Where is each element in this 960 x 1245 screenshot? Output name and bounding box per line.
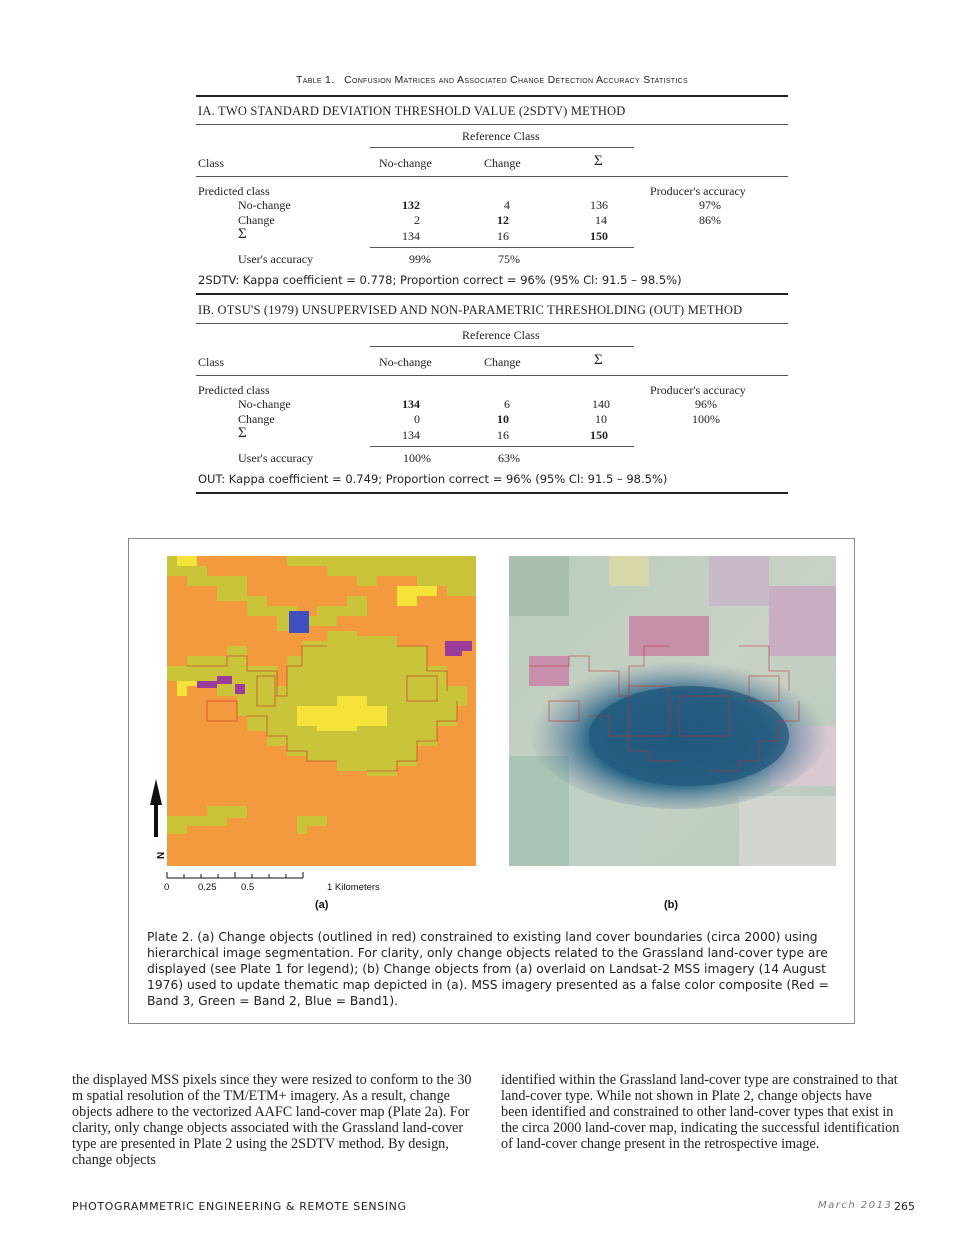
panel-ib-cell: 140 — [592, 397, 610, 411]
panel-ia-col-class: Class — [198, 156, 225, 170]
panel-ib-col-class: Class — [198, 355, 225, 369]
panel-ib-row-label: Σ — [238, 425, 247, 441]
panel-b-label: (b) — [664, 899, 679, 911]
panel-ib-producers-accuracy: Producer's accuracy — [650, 383, 746, 397]
panel-ia-cell: 12 — [497, 213, 509, 227]
panel-ib-ua-nochange: 100% — [403, 451, 431, 465]
panel-ib-col-sum: Σ — [594, 352, 603, 368]
panel-ia-note: 2SDTV: Kappa coefficient = 0.778; Proportion correct = 96% (95% Cl: 91.5 – 98.5%) — [198, 273, 682, 287]
panel-ia-cell: 14 — [595, 213, 607, 227]
table-top-rule — [196, 95, 788, 97]
panel-ia-col-nochange: No-change — [379, 156, 432, 170]
panel-ia-cell: 4 — [504, 198, 510, 212]
panel-ia-row-label: Change — [238, 213, 275, 227]
scale-label: 1 Kilometers — [327, 882, 380, 893]
plate-2-figure — [128, 538, 855, 1024]
scale-bar-ticks — [157, 870, 387, 882]
mss-imagery-svg — [509, 556, 836, 866]
scale-bar — [157, 869, 387, 899]
panel-ib-reference-class: Reference Class — [462, 328, 540, 342]
plate-caption: Plate 2. (a) Change objects (outlined in red) constrained to existing land cover boundaries (circa 2000) using hierarchical image segmentation. For clarity, only change objects related to the Grassland land-cover type are displayed (see Plate 1 for legend); (b) Change objects from (a) overlaid on Landsat-2 MSS imagery (14 August 1976) used to update thematic map depicted in (a). MSS imagery presented as a false color composite (Red = Band 3, Green = Band 2, Blue = Band1). — [147, 930, 829, 1008]
panel-ia-header-rule — [196, 176, 788, 177]
table-label: Table 1. — [296, 74, 335, 86]
journal-name: PHOTOGRAMMETRIC ENGINEERING & REMOTE SENSING — [72, 1200, 407, 1213]
panel-ia-cell: 150 — [590, 229, 608, 243]
plate-2b-mss-imagery — [509, 556, 836, 866]
body-left-column: the displayed MSS pixels since they were resized to conform to the 30 m spatial resolution of the TM/ETM+ imagery. As a result, change objects adhere to the vectorized AAFC land-cover map (Plate 2a). For clarity, only change objects associated with the Grassland land-cover type are presented in Plate 2 using the 2SDTV method. By design, change objects — [72, 1072, 472, 1168]
water-patch — [289, 611, 309, 633]
scale-label: 0.5 — [241, 882, 255, 893]
page-number: 265 — [894, 1200, 915, 1213]
body-right-column: identified within the Grassland land-cover type are constrained to that land-cover type. While not shown in Plate 2, change objects have been identified and constrained to other land-cover types that exist in the circa 2000 land-cover map, indicating the successful identification of land-cover change present in the retrospective image. — [501, 1072, 900, 1152]
panel-ib-users-accuracy: User's accuracy — [238, 451, 314, 465]
panel-ia-title-rule — [196, 124, 788, 125]
panel-ia-col-change: Change — [484, 156, 521, 170]
panel-ib-producers-value: 96% — [695, 397, 717, 411]
north-label: N — [156, 851, 167, 859]
panel-a-label: (a) — [315, 899, 329, 911]
panel-ia-title: IA. TWO STANDARD DEVIATION THRESHOLD VALUE (2SDTV) METHOD — [198, 104, 626, 118]
panel-ib-cell: 134 — [402, 397, 420, 411]
panel-ia-cell: 2 — [414, 213, 420, 227]
panel-ia-sum-rule — [370, 247, 634, 248]
panel-ia-cell: 132 — [402, 198, 420, 212]
panel-ib-cell: 6 — [504, 397, 510, 411]
panel-ia-cell: 134 — [402, 229, 420, 243]
issue-date: March 2013 — [818, 1200, 893, 1211]
north-arrow-icon — [149, 779, 167, 865]
panel-ib-cell: 16 — [497, 428, 509, 442]
panel-ia-row-label: No-change — [238, 198, 291, 212]
panel-ib-title-rule — [196, 323, 788, 324]
panel-ib-predicted-class: Predicted class — [198, 383, 270, 397]
land-cover-map-svg — [167, 556, 476, 866]
panel-ib-sum-rule — [370, 446, 634, 447]
north-arrow — [149, 779, 167, 865]
table-title: Confusion Matrices and Associated Change Detection Accuracy Statistics — [344, 74, 688, 86]
panel-ib-cell: 150 — [590, 428, 608, 442]
table-bottom-rule — [196, 492, 788, 494]
panel-ia-ua-nochange: 99% — [409, 252, 431, 266]
panel-ib-note: OUT: Kappa coefficient = 0.749; Proportion correct = 96% (95% Cl: 91.5 – 98.5%) — [198, 472, 668, 486]
panel-ia-cell: 136 — [590, 198, 608, 212]
panel-ib-reference-rule — [370, 346, 634, 347]
panel-ia-ua-change: 75% — [498, 252, 520, 266]
panel-ia-row-label: Σ — [238, 226, 247, 242]
panel-ib-producers-value: 100% — [692, 412, 720, 426]
panel-ia-predicted-class: Predicted class — [198, 184, 270, 198]
panel-ia-reference-class: Reference Class — [462, 129, 540, 143]
panel-ia-col-sum: Σ — [594, 153, 603, 169]
panel-ia-cell: 16 — [497, 229, 509, 243]
panel-ia-reference-rule — [370, 147, 634, 148]
panel-ia-users-accuracy: User's accuracy — [238, 252, 314, 266]
panel-ib-cell: 10 — [595, 412, 607, 426]
panel-ia-producers-accuracy: Producer's accuracy — [650, 184, 746, 198]
panel-ib-cell: 134 — [402, 428, 420, 442]
panel-ib-col-change: Change — [484, 355, 521, 369]
panel-ib-header-rule — [196, 375, 788, 376]
table-caption — [196, 74, 788, 86]
panel-ib-col-nochange: No-change — [379, 355, 432, 369]
panel-ia-bottom-rule — [196, 293, 788, 295]
panel-ia-producers-value: 97% — [699, 198, 721, 212]
panel-ib-cell: 10 — [497, 412, 509, 426]
panel-ib-title: IB. OTSU'S (1979) UNSUPERVISED AND NON-PARAMETRIC THRESHOLDING (OUT) METHOD — [198, 303, 743, 317]
panel-ib-row-label: Change — [238, 412, 275, 426]
panel-ib-ua-change: 63% — [498, 451, 520, 465]
plate-2a-land-cover-map — [167, 556, 476, 866]
scale-label: 0 — [164, 882, 170, 893]
panel-ia-producers-value: 86% — [699, 213, 721, 227]
panel-ib-row-label: No-change — [238, 397, 291, 411]
panel-ib-cell: 0 — [414, 412, 420, 426]
scale-label: 0.25 — [198, 882, 217, 893]
